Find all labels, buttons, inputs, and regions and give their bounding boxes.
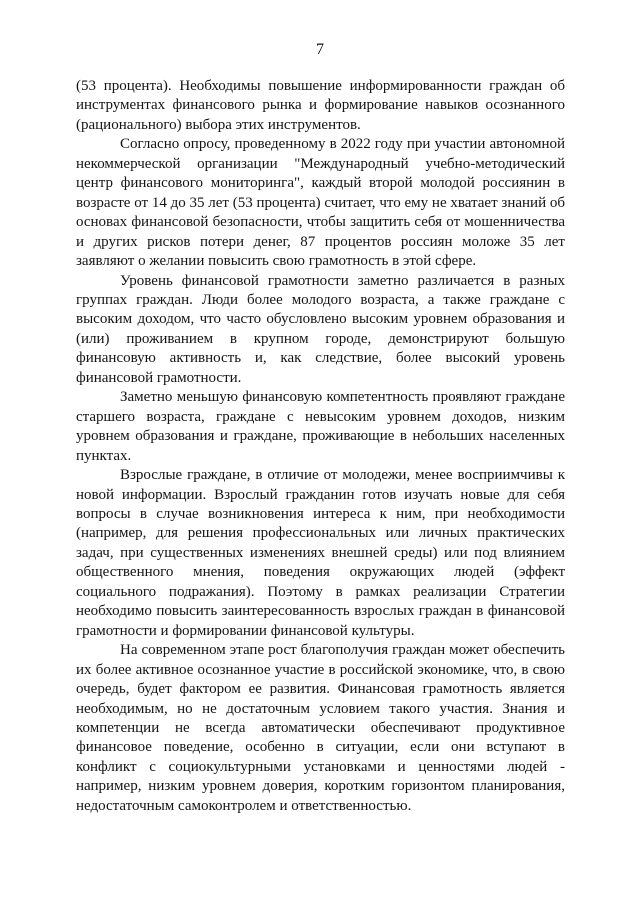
page-number: 7 [316,41,324,58]
paragraph-literacy-levels: Уровень финансовой грамотности заметно различается в разных группах граждан. Люди более молодого возраста, а также граждане с высоким доходом, что часто обусловлено высоким уровнем образования и (или) проживанием в крупном городе, демонстрируют большую финансовую активность и, как следствие, более высокий уровень финансовой грамотности. [76,272,565,386]
paragraph-continuation: (53 процента). Необходимы повышение информированности граждан об инструментах финансового рынка и формирование навыков осознанного (рационального) выбора этих инструментов. [76,78,565,133]
paragraph-lower-competence: Заметно меньшую финансовую компетентность проявляют граждане старшего возраста, граждане с невысоким уровнем доходов, низким уровнем образования и граждане, проживающие в небольших населенных пунктах. [76,389,565,464]
paragraph-wellbeing: На современном этапе рост благополучия граждан может обеспечить их более активное осознанное участие в российской экономике, что, в свою очередь, будет фактором ее развития. Финансовая грамотность является необходимым, но не достаточным условием такого участия. Знания и компетенции не всегда автоматически обеспечивают продуктивное финансовое поведение, особенно в ситуации, если они вступают в конфликт с социокультурными установками и ценностями людей - например, низким уровнем доверия, коротким горизонтом планирования, недостаточным самоконтролем и ответственностью. [76,642,565,814]
body-text [76,77,565,816]
paragraph-adult-citizens: Взрослые граждане, в отличие от молодежи, менее восприимчивы к новой информации. Взрослый гражданин готов изучать новые для себя вопросы в случае возникновения интереса к ним, при необходимости (например, для решения профессиональных или личных практических задач, при существенных изменениях внешней среды) или под влиянием общественного мнения, поведения окружающих людей (эффект социального подражания). Поэтому в рамках реализации Стратегии необходимо повысить заинтересованность взрослых граждан в финансовой грамотности и формировании финансовой культуры. [76,467,565,639]
paragraph-survey: Согласно опросу, проведенному в 2022 году при участии автономной некоммерческой организации "Международный учебно-методический центр финансового мониторинга", каждый второй молодой россиянин в возрасте от 14 до 35 лет (53 процента) считает, что ему не хватает знаний об основах финансовой безопасности, чтобы защитить себя от мошенничества и других рисков потери денег, 87 процентов россиян моложе 35 лет заявляют о желании повысить свою грамотность в этой сфере. [76,136,565,270]
